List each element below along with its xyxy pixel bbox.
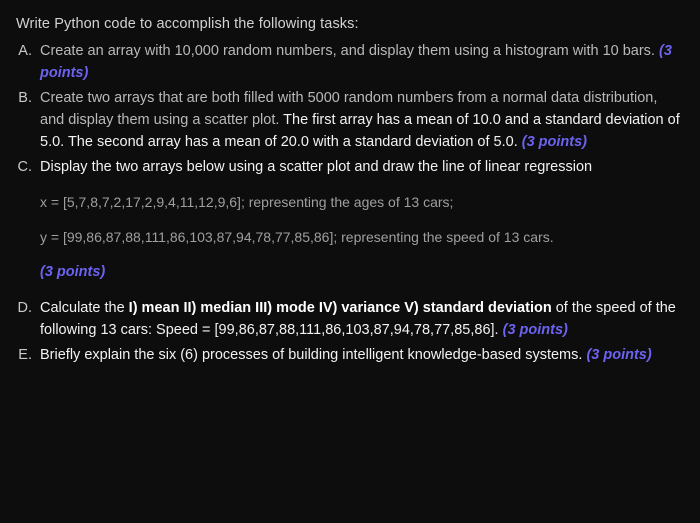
task-a-points: (3 points) bbox=[40, 43, 672, 82]
list-item-e bbox=[14, 344, 682, 366]
list-marker-d: D. bbox=[17, 299, 32, 316]
task-c-array-x: x = [5,7,8,7,2,17,2,9,4,11,12,9,6]; representing the ages of 13 cars; bbox=[40, 194, 454, 211]
page-title: Write Python code to accomplish the following tasks: bbox=[16, 16, 359, 32]
list-marker-a: A. bbox=[18, 43, 32, 59]
task-e-text: Briefly explain the six (6) processes of building intelligent knowledge-based systems. bbox=[40, 346, 587, 363]
task-list bbox=[14, 40, 682, 366]
list-marker-e: E. bbox=[18, 346, 32, 363]
task-d-prefix: Calculate the bbox=[40, 299, 129, 316]
list-marker-c: C. bbox=[17, 159, 32, 176]
list-body-c bbox=[40, 156, 682, 289]
task-b-text-grey: Create two arrays that are both filled with 5000 random numbers from a normal data distribution, and display them using a scatter plot. bbox=[40, 90, 658, 129]
task-c-points: (3 points) bbox=[40, 263, 106, 280]
task-d-mid: of the speed of the following 13 cars: Speed = [99,86,87,88,111,86,103,87,94,78,77,85,86]. bbox=[40, 299, 676, 338]
list-item-a bbox=[14, 40, 682, 84]
list-item-d bbox=[14, 297, 682, 341]
list-body-b bbox=[40, 87, 682, 153]
list-item-c bbox=[14, 156, 682, 289]
task-c-text: Display the two arrays below using a scatter plot and draw the line of linear regression bbox=[40, 159, 593, 176]
task-e-points: (3 points) bbox=[586, 346, 652, 363]
list-item-b bbox=[14, 87, 682, 153]
task-b-points: (3 points) bbox=[521, 134, 588, 151]
list-body-d bbox=[40, 297, 682, 341]
list-body-e bbox=[40, 344, 682, 366]
task-d-bold: I) mean II) median III) mode IV) variance V) standard deviation bbox=[128, 299, 552, 316]
task-b-text-bright: The first array has a mean of 10.0 and a standard deviation of 5.0. The second array has a mean of 20.0 with a standard deviation of 5.0. bbox=[40, 112, 680, 151]
list-body-a bbox=[40, 40, 682, 84]
task-a-text: Create an array with 10,000 random numbers, and display them using a histogram with 10 bars. bbox=[40, 43, 659, 59]
list-marker-b: B. bbox=[18, 90, 32, 107]
task-c-points-line bbox=[40, 261, 682, 283]
task-c-array-y: y = [99,86,87,88,111,86,103,87,94,78,77,85,86]; representing the speed of 13 cars. bbox=[40, 229, 554, 246]
task-d-points: (3 points) bbox=[502, 321, 568, 338]
